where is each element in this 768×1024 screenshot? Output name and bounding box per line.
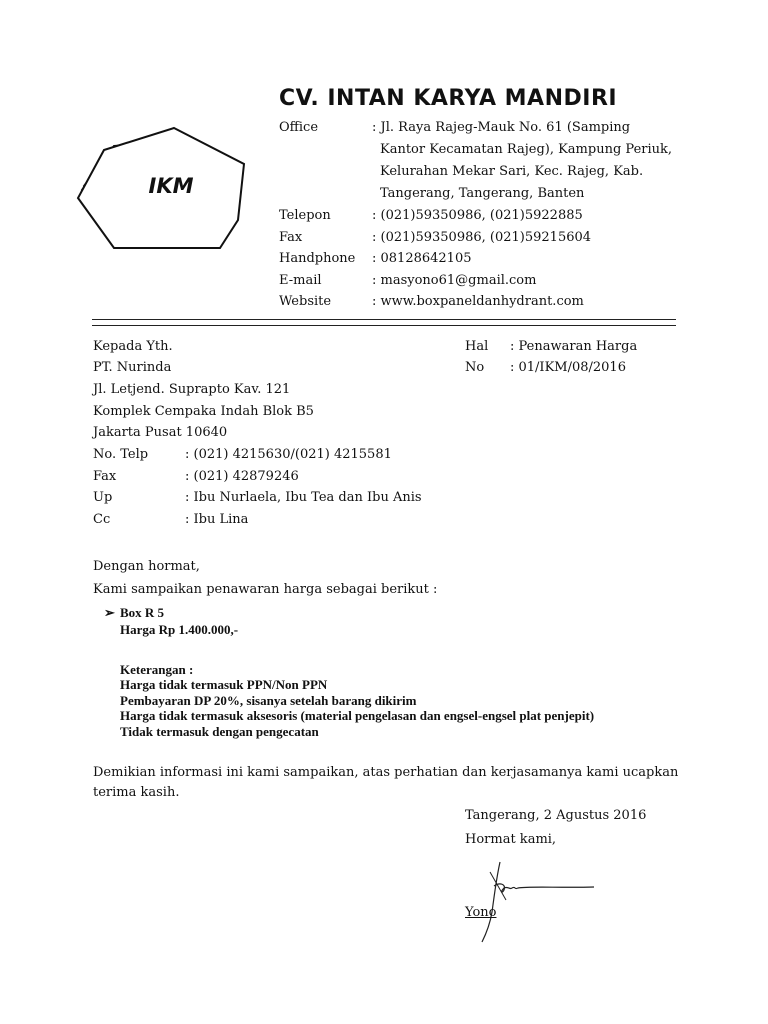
signatory-name: Yono xyxy=(465,905,497,920)
recipient-address-line: Jakarta Pusat 10640 xyxy=(93,425,228,440)
office-line: Kelurahan Mekar Sari, Kec. Rajeg, Kab. xyxy=(380,164,644,179)
recipient-address-line: Jl. Letjend. Suprapto Kav. 121 xyxy=(93,382,291,397)
detail-value: : Ibu Nurlaela, Ibu Tea dan Ibu Anis xyxy=(185,490,422,505)
intro-text: Kami sampaikan penawaran harga sebagai berikut : xyxy=(93,582,438,597)
contact-value: : 08128642105 xyxy=(372,251,472,266)
office-label: Office xyxy=(279,120,319,135)
detail-value: : (021) 42879246 xyxy=(185,469,299,484)
regards: Hormat kami, xyxy=(465,832,557,847)
item-name: Box R 5 xyxy=(120,605,165,620)
contact-label: Website xyxy=(279,294,332,309)
detail-value: : Ibu Lina xyxy=(185,512,249,527)
notes-title: Keterangan : xyxy=(120,662,194,677)
recipient-company: PT. Nurinda xyxy=(93,360,172,375)
contact-value: : www.boxpaneldanhydrant.com xyxy=(372,294,584,309)
closing-line: terima kasih. xyxy=(93,785,180,800)
contact-value: : (021)59350986, (021)59215604 xyxy=(372,230,592,245)
recipient-salutation: Kepada Yth. xyxy=(93,339,173,354)
note-item: Tidak termasuk dengan pengecatan xyxy=(120,724,319,739)
bullet-arrow-icon: ➢ xyxy=(104,605,115,620)
detail-label: No. Telp xyxy=(93,447,149,462)
letterhead-divider-top xyxy=(92,319,676,320)
office-line: : Jl. Raya Rajeg-Mauk No. 61 (Samping xyxy=(372,120,631,135)
note-item: Pembayaran DP 20%, sisanya setelah barang dikirim xyxy=(120,693,417,708)
note-item: Harga tidak termasuk PPN/Non PPN xyxy=(120,677,328,692)
detail-label: Fax xyxy=(93,469,117,484)
hal-value: : Penawaran Harga xyxy=(510,339,638,354)
contact-value: : (021)59350986, (021)5922885 xyxy=(372,208,583,223)
no-label: No xyxy=(465,360,485,375)
contact-label: Telepon xyxy=(279,208,331,223)
contact-label: Handphone xyxy=(279,251,356,266)
contact-value: : masyono61@gmail.com xyxy=(372,273,537,288)
detail-value: : (021) 4215630/(021) 4215581 xyxy=(185,447,392,462)
company-logo xyxy=(74,124,254,254)
handwritten-signature xyxy=(470,850,610,945)
recipient-block xyxy=(93,336,433,536)
no-value: : 01/IKM/08/2016 xyxy=(510,360,626,375)
contact-label: Fax xyxy=(279,230,303,245)
office-line: Kantor Kecamatan Rajeg), Kampung Periuk, xyxy=(380,142,673,157)
contact-label: E-mail xyxy=(279,273,322,288)
detail-label: Up xyxy=(93,490,113,505)
item-price: Harga Rp 1.400.000,- xyxy=(120,622,239,637)
closing-line: Demikian informasi ini kami sampaikan, atas perhatian dan kerjasamanya kami ucapkan xyxy=(93,765,679,780)
contact-list xyxy=(279,205,679,315)
note-item: Harga tidak termasuk aksesoris (material pengelasan dan engsel-engsel plat penjepit) xyxy=(120,708,595,723)
company-name: CV. INTAN KARYA MANDIRI xyxy=(279,86,618,111)
greeting: Dengan hormat, xyxy=(93,559,200,574)
hal-label: Hal xyxy=(465,339,489,354)
recipient-address-line: Komplek Cempaka Indah Blok B5 xyxy=(93,404,314,419)
office-line: Tangerang, Tangerang, Banten xyxy=(380,186,585,201)
letterhead-divider-bottom xyxy=(92,325,676,326)
subject-block xyxy=(465,336,665,380)
detail-label: Cc xyxy=(93,512,111,527)
office-block xyxy=(279,117,679,207)
logo-text: IKM xyxy=(148,174,194,198)
place-date: Tangerang, 2 Agustus 2016 xyxy=(465,808,647,823)
